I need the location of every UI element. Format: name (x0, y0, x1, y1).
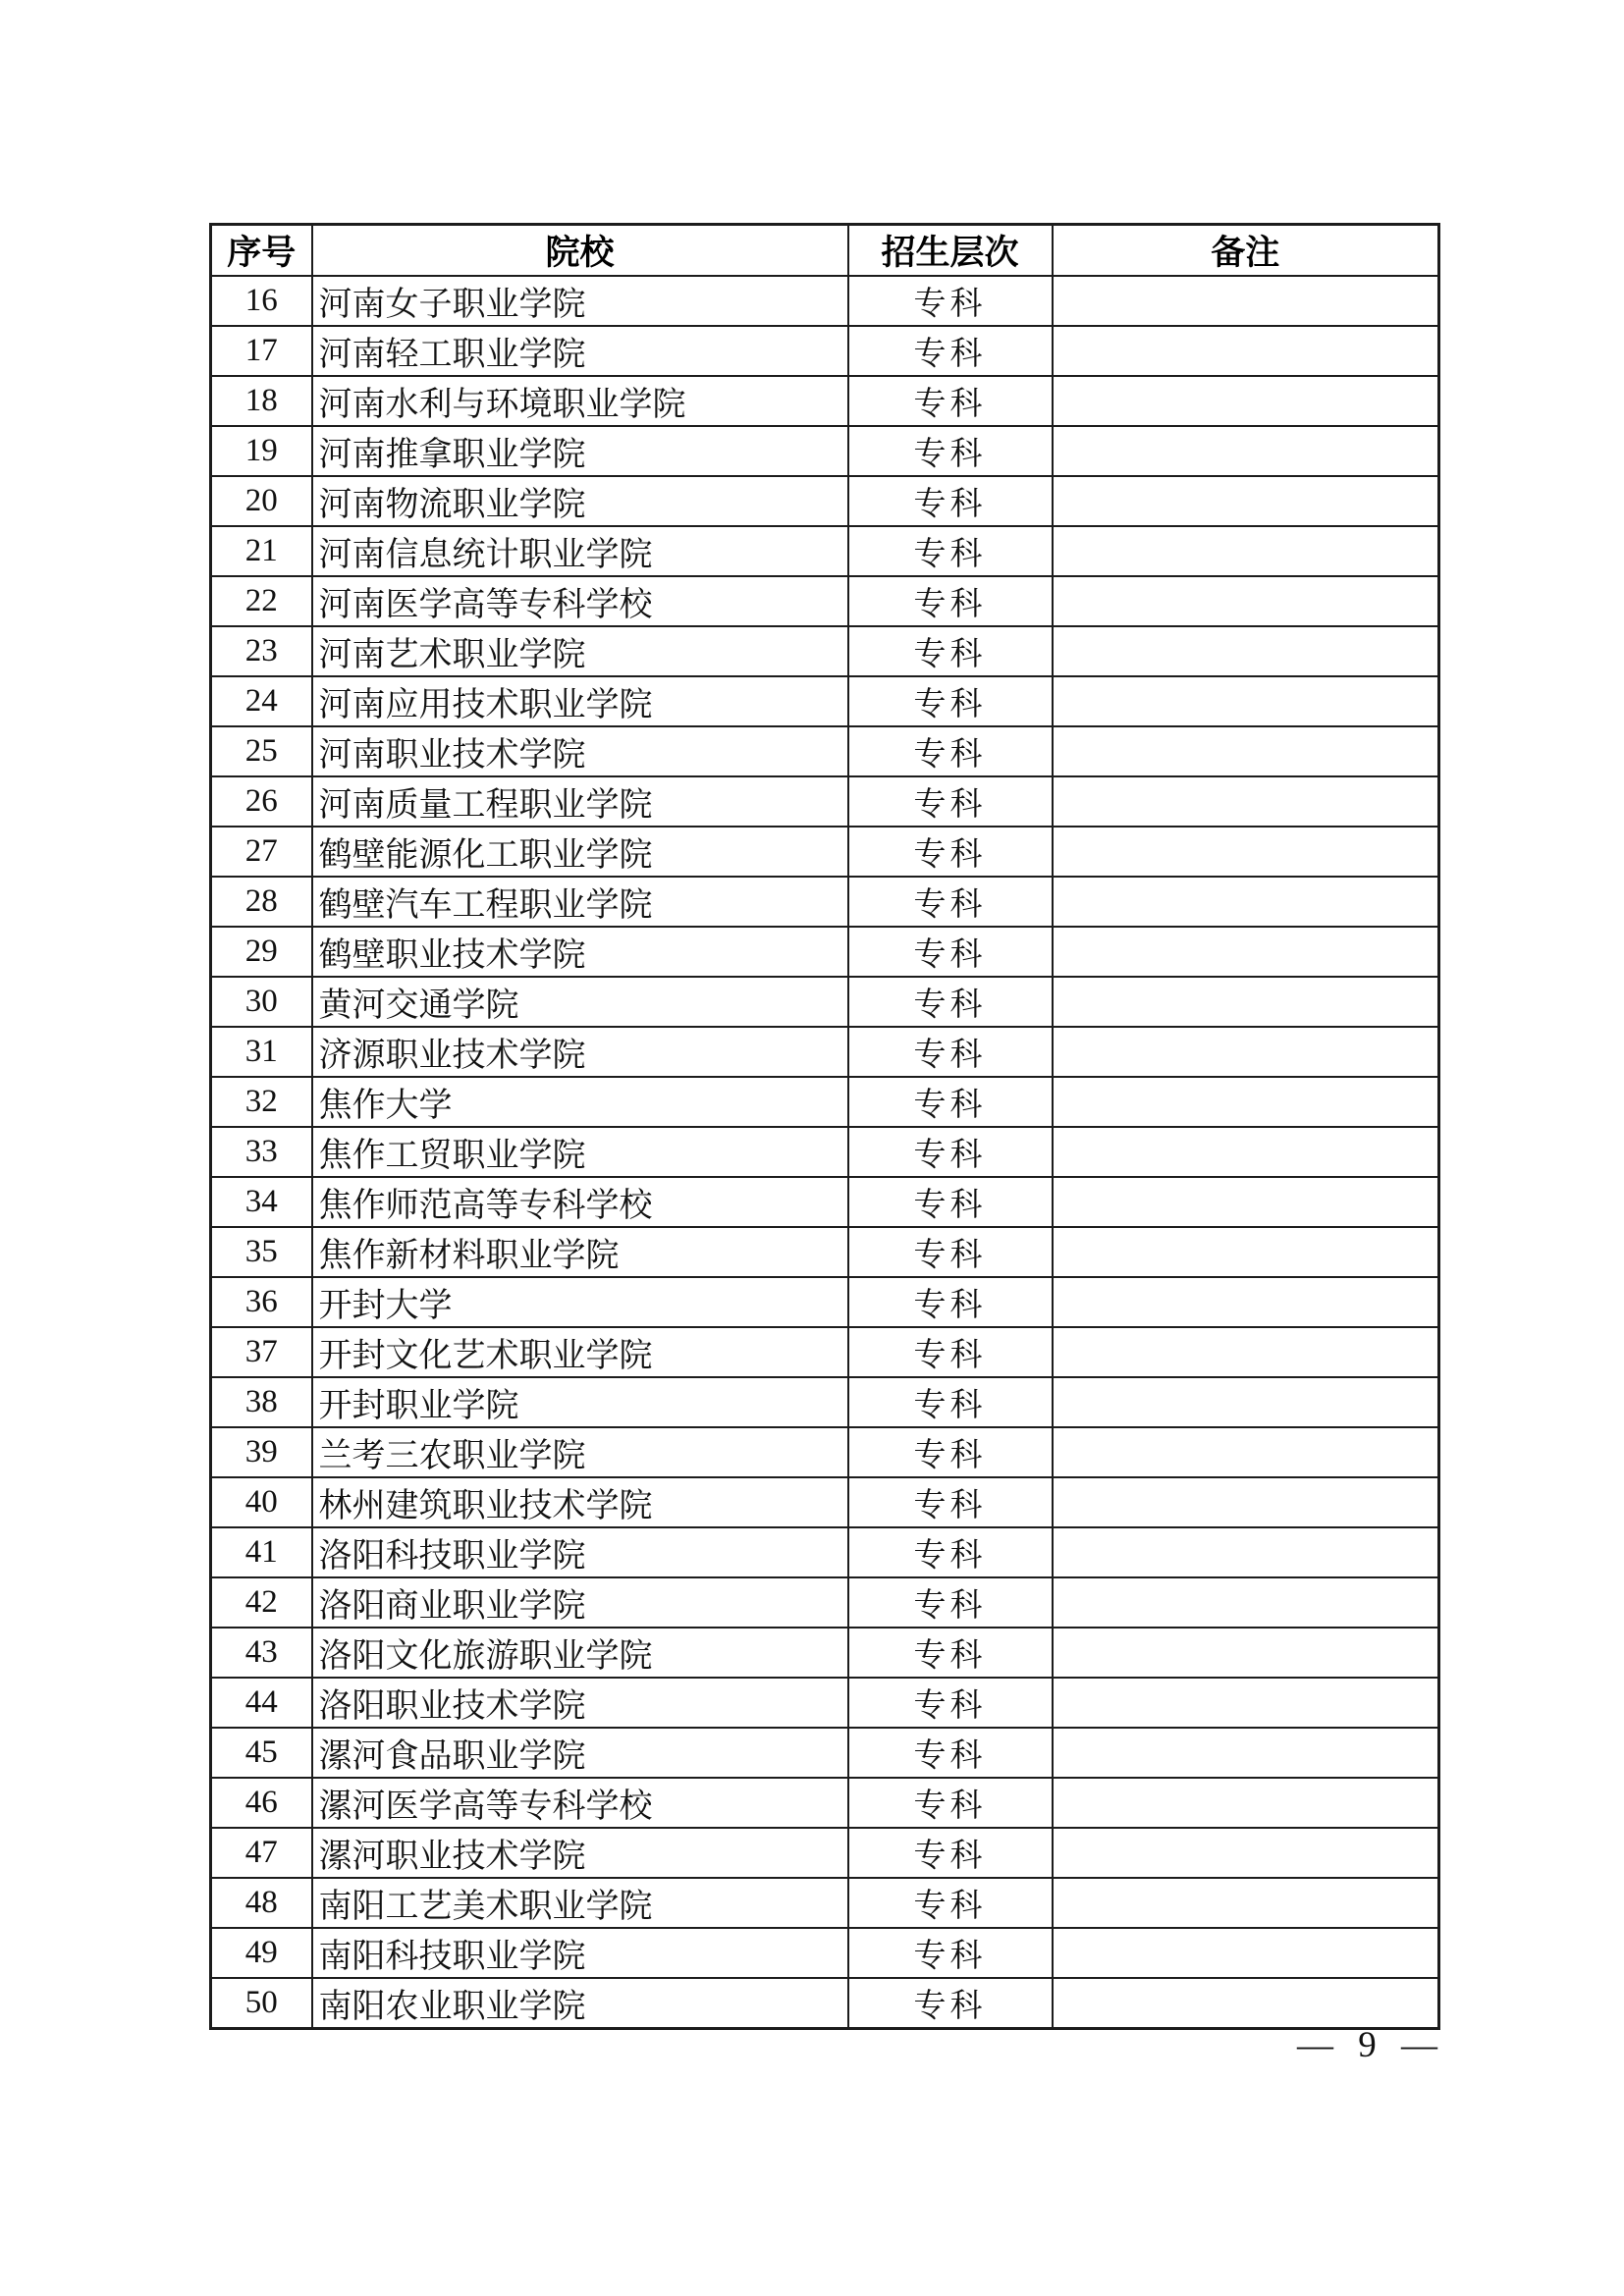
remark-cell (1053, 1978, 1439, 2029)
enrollment-level-cell: 专科 (848, 1027, 1053, 1077)
institution-name-cell: 洛阳科技职业学院 (312, 1527, 848, 1577)
remark-cell (1053, 1427, 1439, 1477)
table-row (211, 1477, 1439, 1527)
enrollment-level-cell: 专科 (848, 676, 1053, 726)
remark-cell (1053, 326, 1439, 376)
enrollment-level-cell: 专科 (848, 1127, 1053, 1177)
row-number-cell: 19 (211, 426, 312, 476)
remark-cell (1053, 1728, 1439, 1778)
row-number-cell: 45 (211, 1728, 312, 1778)
table-row (211, 1978, 1439, 2029)
remark-cell (1053, 1177, 1439, 1227)
enrollment-level-cell: 专科 (848, 1377, 1053, 1427)
table-header (211, 225, 1439, 277)
institution-name-cell: 漯河医学高等专科学校 (312, 1778, 848, 1828)
remark-cell (1053, 1327, 1439, 1377)
table-row (211, 1327, 1439, 1377)
row-number-cell: 23 (211, 626, 312, 676)
enrollment-level-cell: 专科 (848, 1728, 1053, 1778)
institution-name-cell: 南阳工艺美术职业学院 (312, 1878, 848, 1928)
row-number-cell: 24 (211, 676, 312, 726)
row-number-cell: 25 (211, 726, 312, 776)
table-row (211, 877, 1439, 927)
row-number-cell: 26 (211, 776, 312, 827)
table-row (211, 726, 1439, 776)
enrollment-level-cell: 专科 (848, 1077, 1053, 1127)
table-row (211, 1878, 1439, 1928)
row-number-cell: 46 (211, 1778, 312, 1828)
table-row (211, 376, 1439, 426)
row-number-cell: 37 (211, 1327, 312, 1377)
remark-cell (1053, 776, 1439, 827)
table-row (211, 326, 1439, 376)
row-number-cell: 43 (211, 1628, 312, 1678)
enrollment-level-cell: 专科 (848, 977, 1053, 1027)
remark-cell (1053, 376, 1439, 426)
row-number-cell: 30 (211, 977, 312, 1027)
row-number-cell: 18 (211, 376, 312, 426)
institution-name-cell: 南阳农业职业学院 (312, 1978, 848, 2029)
table-row (211, 426, 1439, 476)
enrollment-level-cell: 专科 (848, 1978, 1053, 2029)
enrollment-level-cell: 专科 (848, 576, 1053, 626)
institution-name-cell: 河南女子职业学院 (312, 276, 848, 326)
institution-name-cell: 洛阳文化旅游职业学院 (312, 1628, 848, 1678)
row-number-cell: 17 (211, 326, 312, 376)
enrollment-level-cell: 专科 (848, 626, 1053, 676)
remark-cell (1053, 726, 1439, 776)
enrollment-level-cell: 专科 (848, 1527, 1053, 1577)
remark-cell (1053, 276, 1439, 326)
enrollment-level-cell: 专科 (848, 827, 1053, 877)
institution-name-cell: 济源职业技术学院 (312, 1027, 848, 1077)
institution-name-cell: 漯河食品职业学院 (312, 1728, 848, 1778)
table-row (211, 1828, 1439, 1878)
institution-name-cell: 洛阳商业职业学院 (312, 1577, 848, 1628)
enrollment-level-cell: 专科 (848, 726, 1053, 776)
enrollment-level-cell: 专科 (848, 1277, 1053, 1327)
institution-name-cell: 焦作新材料职业学院 (312, 1227, 848, 1277)
enrollment-level-cell: 专科 (848, 1928, 1053, 1978)
column-header-level: 招生层次 (848, 225, 1053, 277)
enrollment-level-cell: 专科 (848, 526, 1053, 576)
row-number-cell: 27 (211, 827, 312, 877)
remark-cell (1053, 927, 1439, 977)
enrollment-level-cell: 专科 (848, 1327, 1053, 1377)
institution-name-cell: 河南医学高等专科学校 (312, 576, 848, 626)
row-number-cell: 32 (211, 1077, 312, 1127)
remark-cell (1053, 1127, 1439, 1177)
institution-name-cell: 河南艺术职业学院 (312, 626, 848, 676)
remark-cell (1053, 676, 1439, 726)
row-number-cell: 20 (211, 476, 312, 526)
table-row (211, 626, 1439, 676)
institution-name-cell: 洛阳职业技术学院 (312, 1678, 848, 1728)
table-body (211, 276, 1439, 2029)
institution-name-cell: 河南轻工职业学院 (312, 326, 848, 376)
header-row (211, 225, 1439, 277)
row-number-cell: 29 (211, 927, 312, 977)
table-row (211, 1427, 1439, 1477)
remark-cell (1053, 1077, 1439, 1127)
enrollment-level-cell: 专科 (848, 1577, 1053, 1628)
table-row (211, 1527, 1439, 1577)
row-number-cell: 40 (211, 1477, 312, 1527)
institution-name-cell: 南阳科技职业学院 (312, 1928, 848, 1978)
table-row (211, 1377, 1439, 1427)
table-row (211, 1628, 1439, 1678)
table-row (211, 827, 1439, 877)
enrollment-level-cell: 专科 (848, 927, 1053, 977)
remark-cell (1053, 1628, 1439, 1678)
enrollment-level-cell: 专科 (848, 877, 1053, 927)
institution-name-cell: 开封文化艺术职业学院 (312, 1327, 848, 1377)
institution-name-cell: 鹤壁汽车工程职业学院 (312, 877, 848, 927)
enrollment-level-cell: 专科 (848, 1477, 1053, 1527)
row-number-cell: 49 (211, 1928, 312, 1978)
institution-name-cell: 焦作师范高等专科学校 (312, 1177, 848, 1227)
institution-name-cell: 焦作大学 (312, 1077, 848, 1127)
row-number-cell: 34 (211, 1177, 312, 1227)
remark-cell (1053, 426, 1439, 476)
remark-cell (1053, 1678, 1439, 1728)
table-row (211, 476, 1439, 526)
row-number-cell: 50 (211, 1978, 312, 2029)
remark-cell (1053, 1277, 1439, 1327)
institution-name-cell: 河南物流职业学院 (312, 476, 848, 526)
row-number-cell: 38 (211, 1377, 312, 1427)
institution-name-cell: 河南信息统计职业学院 (312, 526, 848, 576)
remark-cell (1053, 1577, 1439, 1628)
institution-name-cell: 开封大学 (312, 1277, 848, 1327)
row-number-cell: 33 (211, 1127, 312, 1177)
institution-name-cell: 林州建筑职业技术学院 (312, 1477, 848, 1527)
remark-cell (1053, 1527, 1439, 1577)
table-row (211, 977, 1439, 1027)
enrollment-level-cell: 专科 (848, 776, 1053, 827)
table-row (211, 576, 1439, 626)
column-header-remark: 备注 (1053, 225, 1439, 277)
remark-cell (1053, 1227, 1439, 1277)
table-row (211, 1027, 1439, 1077)
remark-cell (1053, 977, 1439, 1027)
remark-cell (1053, 877, 1439, 927)
table-row (211, 1227, 1439, 1277)
row-number-cell: 47 (211, 1828, 312, 1878)
table-row (211, 1577, 1439, 1628)
row-number-cell: 48 (211, 1878, 312, 1928)
page-number: — 9 — (1297, 2025, 1437, 2065)
enrollment-level-cell: 专科 (848, 326, 1053, 376)
remark-cell (1053, 476, 1439, 526)
remark-cell (1053, 1928, 1439, 1978)
table-row (211, 676, 1439, 726)
table-row (211, 1728, 1439, 1778)
institution-name-cell: 河南质量工程职业学院 (312, 776, 848, 827)
enrollment-level-cell: 专科 (848, 1678, 1053, 1728)
remark-cell (1053, 1027, 1439, 1077)
remark-cell (1053, 1828, 1439, 1878)
institution-name-cell: 漯河职业技术学院 (312, 1828, 848, 1878)
row-number-cell: 44 (211, 1678, 312, 1728)
admission-institutions-table (209, 223, 1440, 2030)
institution-name-cell: 黄河交通学院 (312, 977, 848, 1027)
institution-name-cell: 鹤壁能源化工职业学院 (312, 827, 848, 877)
table-row (211, 927, 1439, 977)
table-row (211, 1177, 1439, 1227)
column-header-institution: 院校 (312, 225, 848, 277)
enrollment-level-cell: 专科 (848, 1828, 1053, 1878)
table-row (211, 276, 1439, 326)
table-row (211, 1127, 1439, 1177)
enrollment-level-cell: 专科 (848, 376, 1053, 426)
institution-name-cell: 河南职业技术学院 (312, 726, 848, 776)
enrollment-level-cell: 专科 (848, 276, 1053, 326)
institution-name-cell: 开封职业学院 (312, 1377, 848, 1427)
remark-cell (1053, 1778, 1439, 1828)
table-row (211, 1277, 1439, 1327)
row-number-cell: 16 (211, 276, 312, 326)
institution-name-cell: 焦作工贸职业学院 (312, 1127, 848, 1177)
row-number-cell: 28 (211, 877, 312, 927)
remark-cell (1053, 1477, 1439, 1527)
institution-name-cell: 河南推拿职业学院 (312, 426, 848, 476)
table-row (211, 1928, 1439, 1978)
table-row (211, 1077, 1439, 1127)
institution-name-cell: 河南水利与环境职业学院 (312, 376, 848, 426)
remark-cell (1053, 526, 1439, 576)
enrollment-level-cell: 专科 (848, 1227, 1053, 1277)
enrollment-level-cell: 专科 (848, 426, 1053, 476)
enrollment-level-cell: 专科 (848, 1878, 1053, 1928)
row-number-cell: 39 (211, 1427, 312, 1477)
table-row (211, 1778, 1439, 1828)
institution-name-cell: 兰考三农职业学院 (312, 1427, 848, 1477)
column-header-no: 序号 (211, 225, 312, 277)
table-row (211, 526, 1439, 576)
table-row (211, 776, 1439, 827)
table-row (211, 1678, 1439, 1728)
row-number-cell: 35 (211, 1227, 312, 1277)
enrollment-level-cell: 专科 (848, 1628, 1053, 1678)
row-number-cell: 36 (211, 1277, 312, 1327)
remark-cell (1053, 1377, 1439, 1427)
institution-name-cell: 鹤壁职业技术学院 (312, 927, 848, 977)
row-number-cell: 22 (211, 576, 312, 626)
row-number-cell: 21 (211, 526, 312, 576)
enrollment-level-cell: 专科 (848, 1778, 1053, 1828)
row-number-cell: 31 (211, 1027, 312, 1077)
row-number-cell: 42 (211, 1577, 312, 1628)
remark-cell (1053, 1878, 1439, 1928)
remark-cell (1053, 576, 1439, 626)
remark-cell (1053, 626, 1439, 676)
enrollment-level-cell: 专科 (848, 476, 1053, 526)
remark-cell (1053, 827, 1439, 877)
enrollment-level-cell: 专科 (848, 1177, 1053, 1227)
row-number-cell: 41 (211, 1527, 312, 1577)
enrollment-level-cell: 专科 (848, 1427, 1053, 1477)
institution-name-cell: 河南应用技术职业学院 (312, 676, 848, 726)
